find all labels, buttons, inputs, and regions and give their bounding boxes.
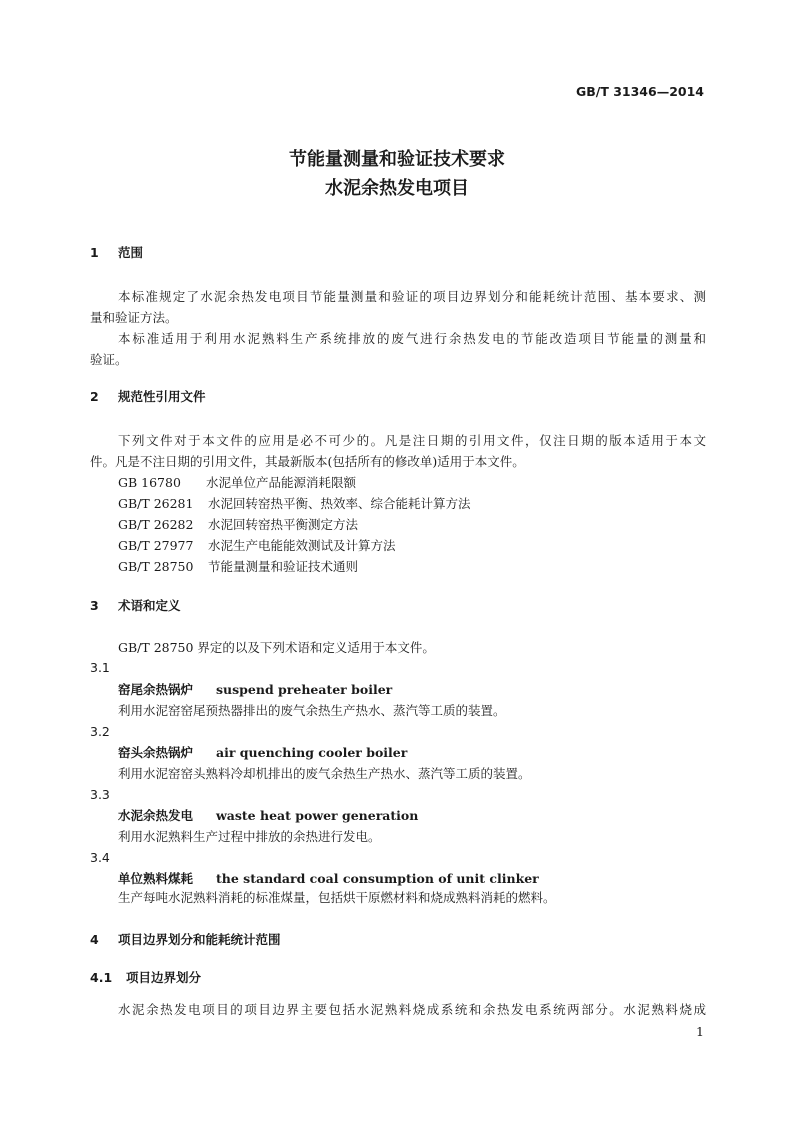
section-heading-3: 3 术语和定义 [90, 598, 181, 613]
page-title: 节能量测量和验证技术要求 [289, 149, 505, 170]
paragraph-line: 本标准适用于利用水泥熟料生产系统排放的废气进行余热发电的节能改造项目节能量的测量和 [118, 331, 706, 346]
section-heading-1: 1 范围 [90, 245, 144, 260]
reference-item: GB/T 27977 水泥生产电能能效测试及计算方法 [118, 538, 396, 553]
paragraph-line: 件。凡是不注日期的引用文件，其最新版本(包括所有的修改单)适用于本文件。 [90, 454, 525, 469]
reference-item: GB 16780 水泥单位产品能源消耗限额 [118, 475, 357, 490]
reference-item: GB/T 26282 水泥回转窑热平衡测定方法 [118, 517, 359, 532]
term-number: 3.3 [90, 787, 110, 802]
term-number: 3.4 [90, 850, 110, 865]
page-subtitle: 水泥余热发电项目 [325, 178, 469, 199]
paragraph-line: 验证。 [90, 352, 128, 367]
term-title: 窑尾余热锅炉 suspend preheater boiler [118, 682, 393, 697]
paragraph-line: 下列文件对于本文件的应用是必不可少的。凡是注日期的引用文件，仅注日期的版本适用于本文 [118, 433, 706, 448]
reference-item: GB/T 28750 节能量测量和验证技术通则 [118, 559, 359, 574]
term-title: 窑头余热锅炉 air quenching cooler boiler [118, 745, 408, 760]
paragraph-line: 本标准规定了水泥余热发电项目节能量测量和验证的项目边界划分和能耗统计范围、基本要求、测 [118, 289, 706, 304]
paragraph-line: 量和验证方法。 [90, 310, 178, 325]
section-heading-4: 4 项目边界划分和能耗统计范围 [90, 932, 281, 947]
paragraph-line: GB/T 28750 界定的以及下列术语和定义适用于本文件。 [118, 640, 435, 655]
paragraph-line: 水泥余热发电项目的项目边界主要包括水泥熟料烧成系统和余热发电系统两部分。水泥熟料烧成 [118, 1002, 706, 1017]
term-number: 3.1 [90, 660, 110, 675]
term-definition: 利用水泥窑窑尾预热器排出的废气余热生产热水、蒸汽等工质的装置。 [118, 703, 506, 718]
page-number: 1 [696, 1024, 704, 1039]
term-title: 单位熟料煤耗 the standard coal consumption of unit clinker [118, 871, 539, 886]
standard-number: GB/T 31346—2014 [575, 84, 704, 99]
section-heading-2: 2 规范性引用文件 [90, 389, 206, 404]
term-title: 水泥余热发电 waste heat power generation [118, 808, 419, 823]
subsection-heading-4-1: 4.1 项目边界划分 [90, 970, 202, 985]
term-definition: 利用水泥熟料生产过程中排放的余热进行发电。 [118, 829, 381, 844]
term-definition: 生产每吨水泥熟料消耗的标准煤量，包括烘干原燃材料和烧成熟料消耗的燃料。 [118, 890, 556, 905]
term-definition: 利用水泥窑窑头熟料冷却机排出的废气余热生产热水、蒸汽等工质的装置。 [118, 766, 531, 781]
reference-item: GB/T 26281 水泥回转窑热平衡、热效率、综合能耗计算方法 [118, 496, 471, 511]
term-number: 3.2 [90, 724, 110, 739]
